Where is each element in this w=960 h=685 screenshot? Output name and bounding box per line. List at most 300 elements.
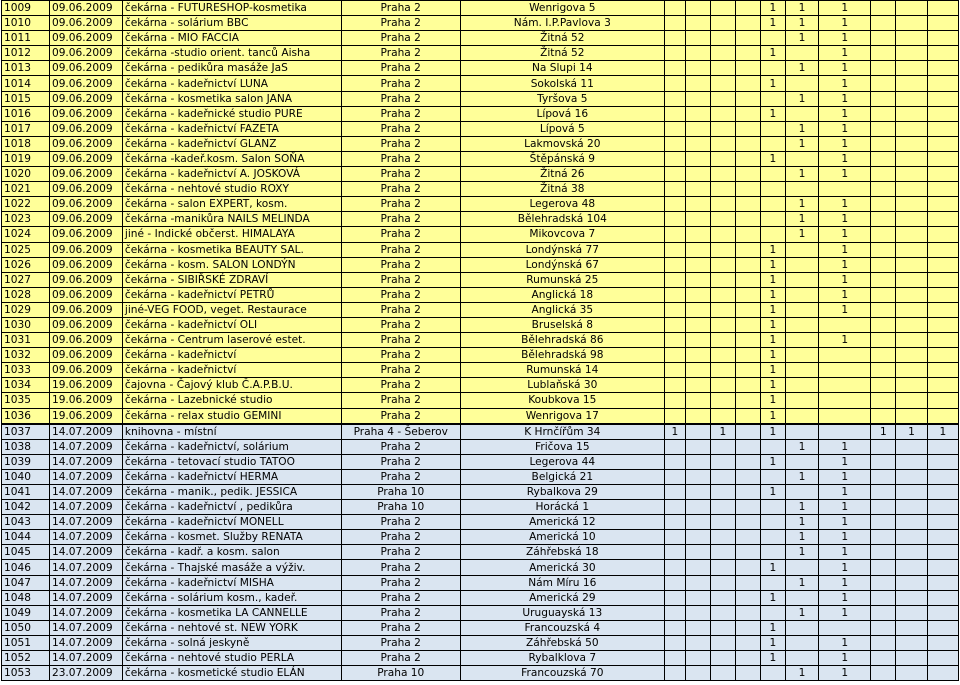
flag-cell <box>685 121 710 136</box>
record-id: 1019 <box>2 151 50 166</box>
record-date: 09.06.2009 <box>49 272 122 287</box>
flag-cell <box>685 378 710 393</box>
flag-cell <box>896 212 927 227</box>
flag-cell: 1 <box>760 363 785 378</box>
flag-cell: 1 <box>819 635 871 650</box>
record-city: Praha 2 <box>341 590 460 605</box>
flag-cell: 1 <box>785 61 818 76</box>
flag-cell: 1 <box>819 560 871 575</box>
flag-cell: 1 <box>819 605 871 620</box>
record-id: 1052 <box>2 651 50 666</box>
record-address: Belgická 21 <box>460 469 664 484</box>
flag-cell: 1 <box>760 151 785 166</box>
record-id: 1028 <box>2 287 50 302</box>
flag-cell <box>819 408 871 424</box>
record-address: Anglická 18 <box>460 287 664 302</box>
record-name: čekárna - SIBIŘSKÉ ZDRAVÍ <box>122 272 341 287</box>
flag-cell <box>871 317 896 332</box>
flag-cell <box>871 182 896 197</box>
flag-cell <box>735 167 760 182</box>
record-city: Praha 2 <box>341 46 460 61</box>
flag-cell <box>871 287 896 302</box>
record-id: 1043 <box>2 515 50 530</box>
record-address: Bělehradská 104 <box>460 212 664 227</box>
flag-cell <box>871 16 896 31</box>
flag-cell <box>685 348 710 363</box>
record-address: Žitná 52 <box>460 31 664 46</box>
flag-cell <box>685 1 710 16</box>
flag-cell <box>896 590 927 605</box>
flag-cell <box>710 590 735 605</box>
flag-cell <box>664 1 685 16</box>
flag-cell <box>685 287 710 302</box>
record-date: 19.06.2009 <box>49 378 122 393</box>
flag-cell: 1 <box>785 16 818 31</box>
flag-cell <box>710 378 735 393</box>
flag-cell <box>785 590 818 605</box>
flag-cell <box>871 651 896 666</box>
flag-cell <box>685 91 710 106</box>
record-address: Rybalkova 29 <box>460 485 664 500</box>
table-row <box>2 76 959 91</box>
record-city: Praha 10 <box>341 666 460 681</box>
flag-cell <box>896 635 927 650</box>
flag-cell <box>664 635 685 650</box>
flag-cell: 1 <box>819 257 871 272</box>
flag-cell: 1 <box>819 469 871 484</box>
flag-cell <box>664 560 685 575</box>
flag-cell: 1 <box>819 16 871 31</box>
flag-cell <box>685 651 710 666</box>
flag-cell <box>785 272 818 287</box>
flag-cell: 1 <box>819 121 871 136</box>
flag-cell: 1 <box>760 635 785 650</box>
flag-cell: 1 <box>785 212 818 227</box>
table-row <box>2 317 959 332</box>
flag-cell <box>710 393 735 408</box>
flag-cell <box>685 545 710 560</box>
flag-cell <box>735 121 760 136</box>
records-table <box>1 0 959 681</box>
flag-cell <box>710 635 735 650</box>
table-row <box>2 212 959 227</box>
flag-cell: 1 <box>819 227 871 242</box>
record-date: 09.06.2009 <box>49 76 122 91</box>
flag-cell: 1 <box>785 545 818 560</box>
flag-cell <box>927 590 958 605</box>
flag-cell <box>871 439 896 454</box>
flag-cell <box>735 530 760 545</box>
table-row <box>2 530 959 545</box>
flag-cell <box>871 333 896 348</box>
flag-cell: 1 <box>819 136 871 151</box>
flag-cell <box>710 227 735 242</box>
flag-cell <box>735 182 760 197</box>
flag-cell <box>664 485 685 500</box>
flag-cell <box>927 348 958 363</box>
flag-cell <box>664 16 685 31</box>
table-row <box>2 333 959 348</box>
flag-cell <box>819 182 871 197</box>
flag-cell <box>735 227 760 242</box>
flag-cell: 1 <box>819 242 871 257</box>
flag-cell <box>735 605 760 620</box>
record-name: čekárna -kadeř.kosm. Salon SOŇA <box>122 151 341 166</box>
record-city: Praha 4 - Šeberov <box>341 424 460 440</box>
record-address: Žitná 52 <box>460 46 664 61</box>
record-id: 1032 <box>2 348 50 363</box>
flag-cell <box>819 393 871 408</box>
flag-cell <box>664 227 685 242</box>
flag-cell: 1 <box>760 620 785 635</box>
record-id: 1038 <box>2 439 50 454</box>
flag-cell: 1 <box>785 530 818 545</box>
flag-cell <box>685 151 710 166</box>
flag-cell <box>871 242 896 257</box>
flag-cell <box>664 197 685 212</box>
record-name: čekárna - kosmetika LA CANNELLE <box>122 605 341 620</box>
flag-cell <box>896 76 927 91</box>
flag-cell <box>685 227 710 242</box>
record-city: Praha 2 <box>341 408 460 424</box>
record-address: Nám Míru 16 <box>460 575 664 590</box>
record-address: Bruselská 8 <box>460 317 664 332</box>
record-name: čekárna - solárium kosm., kadeř. <box>122 590 341 605</box>
flag-cell <box>896 121 927 136</box>
flag-cell <box>735 575 760 590</box>
record-id: 1015 <box>2 91 50 106</box>
record-name: čekárna -studio orient. tanců Aisha <box>122 46 341 61</box>
flag-cell <box>927 136 958 151</box>
flag-cell <box>927 560 958 575</box>
flag-cell <box>896 666 927 681</box>
table-row <box>2 287 959 302</box>
flag-cell <box>896 651 927 666</box>
record-address: Anglická 35 <box>460 302 664 317</box>
flag-cell: 1 <box>760 16 785 31</box>
flag-cell <box>664 378 685 393</box>
table-row <box>2 605 959 620</box>
flag-cell <box>871 408 896 424</box>
flag-cell <box>735 651 760 666</box>
flag-cell <box>685 515 710 530</box>
record-city: Praha 2 <box>341 242 460 257</box>
flag-cell <box>871 620 896 635</box>
flag-cell <box>760 439 785 454</box>
flag-cell <box>819 363 871 378</box>
flag-cell <box>664 454 685 469</box>
flag-cell <box>871 500 896 515</box>
flag-cell <box>927 575 958 590</box>
table-row <box>2 151 959 166</box>
flag-cell <box>735 151 760 166</box>
flag-cell <box>710 16 735 31</box>
flag-cell <box>685 16 710 31</box>
flag-cell <box>927 167 958 182</box>
flag-cell <box>735 378 760 393</box>
flag-cell <box>785 651 818 666</box>
record-date: 09.06.2009 <box>49 287 122 302</box>
record-date: 09.06.2009 <box>49 91 122 106</box>
flag-cell <box>664 545 685 560</box>
record-city: Praha 2 <box>341 167 460 182</box>
record-city: Praha 2 <box>341 151 460 166</box>
flag-cell: 1 <box>819 515 871 530</box>
table-row <box>2 439 959 454</box>
record-city: Praha 10 <box>341 500 460 515</box>
flag-cell <box>735 272 760 287</box>
record-name: čekárna - kosmetické studio ELÁN <box>122 666 341 681</box>
record-name: čekárna - kadeřnictví MISHA <box>122 575 341 590</box>
record-address: Uruguayská 13 <box>460 605 664 620</box>
flag-cell <box>664 393 685 408</box>
flag-cell <box>871 46 896 61</box>
flag-cell <box>685 197 710 212</box>
record-city: Praha 2 <box>341 575 460 590</box>
record-address: Americká 12 <box>460 515 664 530</box>
flag-cell <box>735 408 760 424</box>
flag-cell <box>896 469 927 484</box>
record-address: Londýnská 67 <box>460 257 664 272</box>
flag-cell <box>685 590 710 605</box>
record-address: Americká 30 <box>460 560 664 575</box>
table-row <box>2 635 959 650</box>
flag-cell: 1 <box>760 46 785 61</box>
flag-cell <box>664 46 685 61</box>
flag-cell <box>664 182 685 197</box>
flag-cell <box>664 666 685 681</box>
flag-cell: 1 <box>819 46 871 61</box>
record-address: Záhřebská 50 <box>460 635 664 650</box>
flag-cell <box>896 167 927 182</box>
flag-cell <box>685 666 710 681</box>
flag-cell <box>685 560 710 575</box>
record-name: čekárna - salon EXPERT, kosm. <box>122 197 341 212</box>
flag-cell: 1 <box>819 106 871 121</box>
record-id: 1047 <box>2 575 50 590</box>
record-id: 1013 <box>2 61 50 76</box>
flag-cell <box>664 287 685 302</box>
flag-cell <box>710 454 735 469</box>
flag-cell <box>760 212 785 227</box>
flag-cell: 1 <box>760 590 785 605</box>
flag-cell: 1 <box>760 333 785 348</box>
flag-cell <box>685 500 710 515</box>
flag-cell <box>664 515 685 530</box>
flag-cell <box>896 257 927 272</box>
table-row <box>2 272 959 287</box>
flag-cell <box>760 61 785 76</box>
flag-cell <box>685 76 710 91</box>
flag-cell <box>871 530 896 545</box>
record-id: 1026 <box>2 257 50 272</box>
table-row <box>2 31 959 46</box>
flag-cell: 1 <box>819 666 871 681</box>
flag-cell <box>664 151 685 166</box>
flag-cell: 1 <box>819 272 871 287</box>
record-name: čekárna - manik., pedik. JESSICA <box>122 485 341 500</box>
record-city: Praha 2 <box>341 106 460 121</box>
flag-cell <box>735 439 760 454</box>
record-id: 1039 <box>2 454 50 469</box>
record-name: čekárna - nehtové st. NEW YORK <box>122 620 341 635</box>
flag-cell <box>664 363 685 378</box>
flag-cell: 1 <box>785 1 818 16</box>
flag-cell: 1 <box>785 469 818 484</box>
flag-cell <box>871 212 896 227</box>
record-address: Fričova 15 <box>460 439 664 454</box>
flag-cell <box>871 560 896 575</box>
flag-cell <box>664 272 685 287</box>
record-address: Záhřebská 18 <box>460 545 664 560</box>
record-address: Lípová 5 <box>460 121 664 136</box>
flag-cell: 1 <box>760 408 785 424</box>
flag-cell <box>896 515 927 530</box>
flag-cell <box>664 575 685 590</box>
flag-cell: 1 <box>760 257 785 272</box>
flag-cell <box>927 212 958 227</box>
flag-cell <box>785 287 818 302</box>
table-row <box>2 61 959 76</box>
record-address: Bělehradská 86 <box>460 333 664 348</box>
flag-cell <box>785 620 818 635</box>
record-city: Praha 2 <box>341 302 460 317</box>
record-date: 14.07.2009 <box>49 530 122 545</box>
record-date: 09.06.2009 <box>49 121 122 136</box>
flag-cell <box>685 439 710 454</box>
flag-cell <box>871 363 896 378</box>
record-address: Štěpánská 9 <box>460 151 664 166</box>
flag-cell <box>735 16 760 31</box>
record-date: 09.06.2009 <box>49 106 122 121</box>
flag-cell <box>710 302 735 317</box>
flag-cell <box>896 500 927 515</box>
flag-cell <box>664 212 685 227</box>
flag-cell <box>927 121 958 136</box>
record-date: 09.06.2009 <box>49 317 122 332</box>
record-id: 1040 <box>2 469 50 484</box>
flag-cell: 1 <box>819 151 871 166</box>
record-date: 09.06.2009 <box>49 167 122 182</box>
flag-cell: 1 <box>785 515 818 530</box>
flag-cell <box>760 605 785 620</box>
record-city: Praha 2 <box>341 76 460 91</box>
flag-cell <box>685 212 710 227</box>
record-date: 14.07.2009 <box>49 605 122 620</box>
flag-cell <box>685 620 710 635</box>
table-row <box>2 182 959 197</box>
flag-cell <box>896 378 927 393</box>
record-name: čekárna - solná jeskyně <box>122 635 341 650</box>
record-date: 14.07.2009 <box>49 500 122 515</box>
flag-cell <box>927 485 958 500</box>
record-date: 09.06.2009 <box>49 46 122 61</box>
record-city: Praha 2 <box>341 439 460 454</box>
record-date: 14.07.2009 <box>49 651 122 666</box>
flag-cell <box>685 424 710 440</box>
record-date: 09.06.2009 <box>49 151 122 166</box>
flag-cell <box>927 378 958 393</box>
table-row <box>2 121 959 136</box>
flag-cell <box>927 151 958 166</box>
flag-cell <box>664 333 685 348</box>
record-date: 09.06.2009 <box>49 61 122 76</box>
flag-cell <box>710 666 735 681</box>
record-id: 1033 <box>2 363 50 378</box>
table-row <box>2 666 959 681</box>
flag-cell <box>871 1 896 16</box>
table-row <box>2 469 959 484</box>
record-id: 1020 <box>2 167 50 182</box>
flag-cell <box>896 620 927 635</box>
flag-cell <box>685 31 710 46</box>
flag-cell <box>927 500 958 515</box>
flag-cell <box>896 454 927 469</box>
flag-cell: 1 <box>785 500 818 515</box>
record-id: 1009 <box>2 1 50 16</box>
flag-cell: 1 <box>896 424 927 440</box>
flag-cell: 1 <box>760 272 785 287</box>
flag-cell <box>760 91 785 106</box>
flag-cell <box>664 317 685 332</box>
flag-cell <box>785 317 818 332</box>
record-address: Horácká 1 <box>460 500 664 515</box>
table-row <box>2 424 959 440</box>
flag-cell <box>735 197 760 212</box>
flag-cell: 1 <box>819 575 871 590</box>
record-id: 1016 <box>2 106 50 121</box>
flag-cell <box>871 91 896 106</box>
record-date: 09.06.2009 <box>49 363 122 378</box>
record-city: Praha 2 <box>341 212 460 227</box>
table-row <box>2 242 959 257</box>
flag-cell <box>664 61 685 76</box>
flag-cell <box>685 317 710 332</box>
flag-cell <box>871 31 896 46</box>
flag-cell <box>735 31 760 46</box>
record-city: Praha 2 <box>341 136 460 151</box>
flag-cell <box>896 348 927 363</box>
record-id: 1034 <box>2 378 50 393</box>
flag-cell <box>735 1 760 16</box>
flag-cell <box>664 651 685 666</box>
record-address: Tyršova 5 <box>460 91 664 106</box>
record-id: 1049 <box>2 605 50 620</box>
record-address: Rumunská 14 <box>460 363 664 378</box>
record-name: čekárna -manikůra NAILS MELINDA <box>122 212 341 227</box>
record-date: 09.06.2009 <box>49 212 122 227</box>
record-date: 09.06.2009 <box>49 302 122 317</box>
flag-cell: 1 <box>760 560 785 575</box>
record-city: Praha 2 <box>341 16 460 31</box>
flag-cell <box>927 76 958 91</box>
record-city: Praha 2 <box>341 635 460 650</box>
flag-cell <box>710 46 735 61</box>
flag-cell <box>871 454 896 469</box>
records-table-body <box>2 1 959 681</box>
flag-cell <box>896 363 927 378</box>
record-id: 1012 <box>2 46 50 61</box>
record-id: 1014 <box>2 76 50 91</box>
flag-cell <box>927 317 958 332</box>
flag-cell: 1 <box>819 333 871 348</box>
record-address: Na Slupi 14 <box>460 61 664 76</box>
record-city: Praha 2 <box>341 515 460 530</box>
record-address: K Hrnčířům 34 <box>460 424 664 440</box>
flag-cell: 1 <box>819 287 871 302</box>
flag-cell <box>664 91 685 106</box>
flag-cell <box>710 515 735 530</box>
